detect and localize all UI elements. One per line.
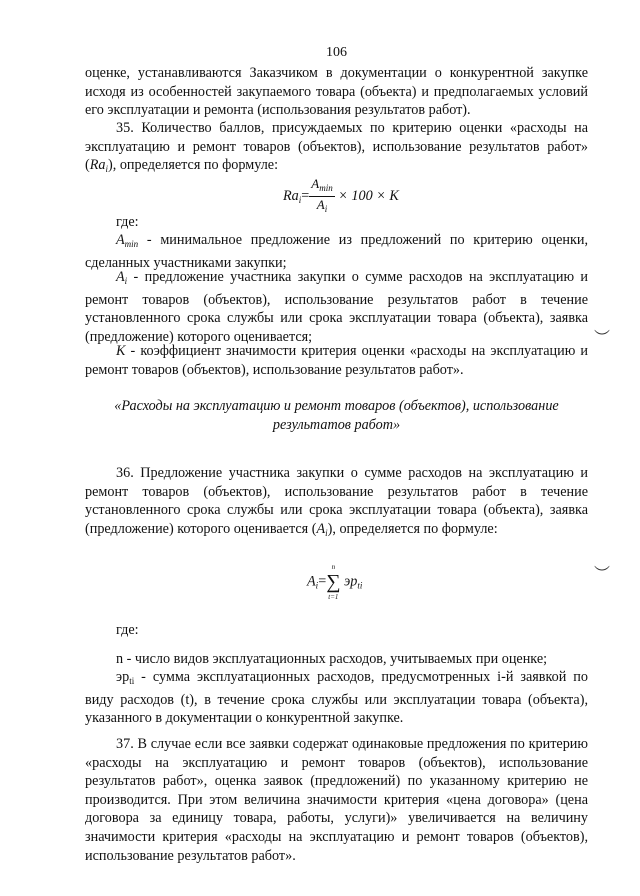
- erti-symbol: эр: [116, 669, 130, 685]
- formula2-eq: =: [318, 573, 327, 590]
- numerator-symbol: A: [311, 176, 320, 191]
- definition-amin: [85, 231, 588, 272]
- definition-ai: [85, 268, 588, 346]
- formula-eq: =: [301, 187, 310, 204]
- formula-lhs: Ra: [283, 187, 299, 204]
- paragraph-35: [85, 119, 588, 179]
- k-symbol: K: [116, 343, 126, 359]
- variable-ra-sub: i: [105, 164, 109, 175]
- scan-mark-1: ︶: [594, 330, 611, 347]
- section-heading: «Расходы на эксплуатацию и ремонт товаров (объектов), использование результатов работ»: [114, 398, 559, 433]
- denominator-sub: i: [324, 204, 328, 214]
- sum-lower-limit: t=1: [328, 593, 339, 601]
- sum-sign: ∑: [326, 571, 341, 593]
- fraction-numerator: [309, 176, 334, 197]
- ai-text: - предложение участника закупки о сумме расходов на эксплуатацию и ремонт товаров (объектов), использование результатов работ в течение установленного срока службы или срока эксплуатации товара (объекта), заявка (предложение) которого оценивается;: [85, 269, 588, 345]
- formula-fraction: [309, 176, 334, 217]
- paragraph-36-text-end: ), определяется по формуле:: [327, 520, 498, 537]
- paragraph-35-text: 35. Количество баллов, присуждаемых по критерию оценки «расходы на эксплуатацию и ремонт товаров (объектов), использование результатов работ» (: [85, 120, 588, 174]
- ai-sub: i: [124, 276, 128, 286]
- page-number: 106: [326, 45, 347, 60]
- definition-n: n - число видов эксплуатационных расходов, учитываемых при оценке;: [116, 651, 548, 667]
- numerator-sub: min: [319, 183, 333, 193]
- paragraph-36: [85, 464, 588, 542]
- paragraph-35-text-end: ), определяется по формуле:: [108, 157, 279, 174]
- formula-rhs: × 100 × K: [338, 187, 399, 204]
- k-text: - коэффициент значимости критерия оценки «расходы на эксплуатацию и ремонт товаров (объектов), использование результатов работ».: [85, 343, 588, 378]
- sum-term-sub: ti: [357, 580, 363, 591]
- scan-mark-2: ︶: [594, 566, 611, 583]
- denominator-symbol: A: [316, 197, 325, 212]
- paragraph-continuation: оценке, устанавливаются Заказчиком в документации о конкурентной закупке исходя из особенностей закупаемого товара (объекта) и предполагаемых условий его эксплуатации и ремонта (использования результатов работ).: [85, 65, 588, 119]
- amin-text: - минимальное предложение из предложений по критерию оценки, сделанных участниками закупки;: [85, 232, 588, 271]
- definition-k: [85, 342, 588, 379]
- formula-lhs-sub: i: [298, 194, 302, 205]
- paragraph-36-text: 36. Предложение участника закупки о сумме расходов на эксплуатацию и ремонт товаров (объектов), использование результатов работ в течение установленного срока службы или срока эксплуатации товара (объекта), заявка (предложение) которого оценивается (: [85, 465, 588, 537]
- sum-operator: [326, 562, 340, 602]
- erti-text: - сумма эксплуатационных расходов, предусмотренных i-й заявкой по виду расходов (t), в течение срока службы или эксплуатации товара (объекта), указанного в документации о конкурентной закупке.: [85, 669, 588, 727]
- definition-erti: [85, 668, 588, 728]
- variable-ai-sub: i: [325, 527, 328, 538]
- erti-sub: ti: [129, 676, 135, 686]
- formula2-lhs-sub: i: [315, 580, 319, 591]
- sum-term: эр: [344, 573, 358, 590]
- paragraph-37: 37. В случае если все заявки содержат одинаковые предложения по критерию «расходы на эксплуатацию и ремонт товаров (объектов), использование результатов работ», оценка заявок (предложений) по указанному критерию не производится. При этом величина значимости критерия «цена договора» (цена договора за единицу товара, работы, услуги)» увеличивается на величину значимости критерия «расходы на эксплуатацию и ремонт товаров (объектов), использование результатов работ».: [85, 736, 588, 864]
- amin-symbol: A: [116, 232, 125, 248]
- variable-ai: A: [316, 520, 326, 537]
- where-label-1: где:: [116, 214, 139, 230]
- ai-symbol: A: [116, 269, 125, 285]
- amin-sub: min: [124, 239, 139, 249]
- formula-ra: [283, 176, 399, 217]
- sum-upper-limit: n: [331, 563, 336, 571]
- formula-ai: [307, 562, 362, 602]
- formula2-lhs: A: [307, 573, 316, 590]
- where-label-2: где:: [116, 622, 139, 638]
- variable-ra: Ra: [89, 157, 106, 174]
